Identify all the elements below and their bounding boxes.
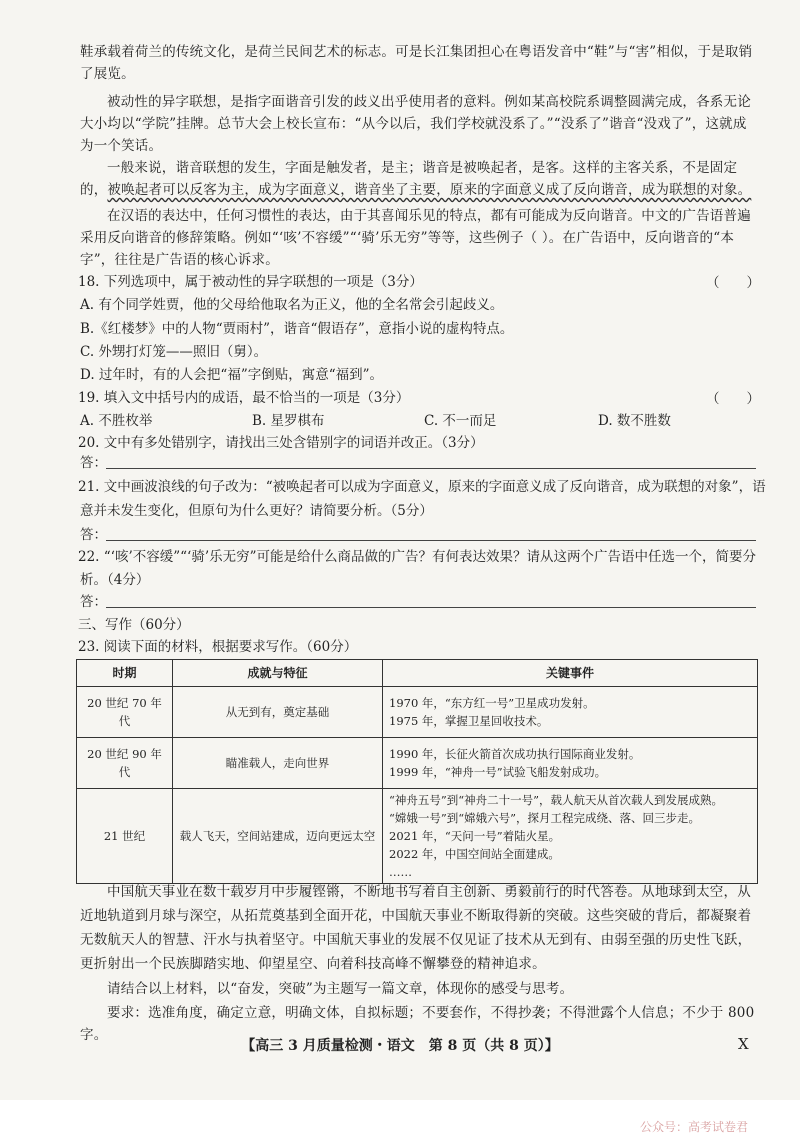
q18-answer-paren: （ ） bbox=[706, 275, 760, 291]
writing-requirements: 要求：选准角度，确定立意，明确文体，自拟标题；不要套作，不得抄袭；不得泄露个人信息；不少于 800 字。 bbox=[80, 1005, 755, 1043]
q19-option-c: C. 不一而足 bbox=[424, 413, 497, 429]
passage-text: 一般来说，谐音联想的发生，字面是触发者，是主；谐音是被唤起者，是客。这样的主客关系，不是固定的， bbox=[80, 160, 738, 198]
event-line: 2021 年，“天问一号”着陆火星。 bbox=[389, 829, 561, 843]
wavy-underlined-sentence: 被唤起者可以反客为主，成为字面意义，谐音坐了主要，原来的字面意义成了反向谐音，成为联想的对象。 bbox=[107, 182, 752, 198]
feature-cell: 从无到有，奠定基础 bbox=[173, 687, 383, 738]
event-line: …… bbox=[389, 865, 412, 879]
q18-stem: 18. 下列选项中，属于被动性的异字联想的一项是（3分） bbox=[78, 274, 423, 290]
event-line: “嫦娥一号”到“嫦娥六号”，探月工程完成绕、落、回三步走。 bbox=[389, 811, 701, 825]
q22-answer-line[interactable] bbox=[106, 607, 756, 608]
q18-option-c: C. 外甥打灯笼——照旧（舅）。 bbox=[80, 344, 268, 360]
q22-answer-label: 答： bbox=[80, 594, 107, 610]
q20-stem: 20. 文中有多处错别字，请找出三处含错别字的词语并改正。（3分） bbox=[78, 435, 484, 451]
section-3-heading: 三、写作（60分） bbox=[78, 617, 190, 633]
writing-task: 请结合以上材料，以“奋发，突破”为主题写一篇文章，体现你的感受与思考。 bbox=[107, 981, 574, 997]
q20-answer-line[interactable] bbox=[106, 468, 756, 469]
table-row bbox=[77, 789, 758, 884]
q19-stem: 19. 填入文中括号内的成语，最不恰当的一项是（3分） bbox=[78, 390, 410, 406]
q23-stem: 23. 阅读下面的材料，根据要求写作。（60分） bbox=[78, 639, 358, 655]
q21-answer-label: 答： bbox=[80, 527, 107, 543]
writing-material: 中国航天事业在数十载岁月中步履铿锵，不断地书写着自主创新、勇毅前行的时代答卷。从地球到太空，从近地轨道到月球与深空，从拓荒奠基到全面开花，中国航天事业不断取得新的突破。这些突破的背后，都凝聚着无数航天人的智慧、汗水与执着坚守。中国航天事业的发展不仅见证了技术从无到有、由弱至强的历史性飞跃，更折射出一个民族脚踏实地、仰望星空、向着科技高峰不懈攀登的精神追求。 bbox=[80, 884, 752, 972]
q20-answer-label: 答： bbox=[80, 455, 107, 471]
period-cell: 20 世纪 90 年代 bbox=[77, 738, 173, 789]
q21-line-1: 21. 文中画波浪线的句子改为：“被唤起者可以成为字面意义，原来的字面意义成了反向谐音，成为联想的对象”，语 bbox=[78, 479, 766, 495]
events-cell bbox=[383, 738, 758, 789]
event-line: 1970 年，“东方红一号”卫星成功发射。 bbox=[389, 696, 595, 710]
q19-option-a: A. 不胜枚举 bbox=[80, 413, 153, 429]
q19-option-d: D. 数不胜数 bbox=[598, 413, 671, 429]
event-line: 2022 年，中国空间站全面建成。 bbox=[389, 847, 560, 861]
feature-cell: 瞄准载人，走向世界 bbox=[173, 738, 383, 789]
footer-mark: X bbox=[738, 1035, 749, 1053]
q21-answer-line[interactable] bbox=[106, 540, 756, 541]
watermark-text: 公众号：高考试卷君 bbox=[640, 1120, 749, 1134]
passage-paragraph-1: 被动性的异字联想，是指字面谐音引发的歧义出乎使用者的意料。例如某高校院系调整圆满完成，各系无论大小均以“学院”挂牌。总节大会上校长宣布：“从今以后，我们学校就没系了。”“没系了”谐音“没戏了”，这就成为一个笑话。 bbox=[80, 94, 751, 154]
q21-line-2: 意并未发生变化，但原句为什么更好？请简要分析。（5分） bbox=[80, 503, 433, 519]
space-history-table bbox=[76, 659, 758, 884]
event-line: 1999 年，“神舟一号”试验飞船发射成功。 bbox=[389, 765, 607, 779]
passage-paragraph-2 bbox=[80, 157, 756, 201]
feature-cell: 载人飞天，空间站建成，迈向更远太空 bbox=[173, 789, 383, 884]
page-footer: 【高三 3 月质量检测・语文 第 8 页（共 8 页）】 bbox=[241, 1038, 559, 1054]
q22-line-1: 22. “‘咳’不容缓”“‘骑’乐无穷”可能是给什么商品做的广告？有何表达效果？请从这两个广告语中任选一个，简要分 bbox=[78, 549, 757, 565]
passage-paragraph-3: 在汉语的表达中，任何习惯性的表达，由于其喜闻乐见的特点，都有可能成为反向谐音。中文的广告语普遍采用反向谐音的修辞策略。例如“‘咳’不容缓”“‘骑’乐无穷”等等，这些例子（ ）。在广告语中，反向谐音的“本字”，往往是广告语的核心诉求。 bbox=[80, 208, 751, 268]
event-line: “神舟五号”到“神舟二十一号”，载人航天从首次载人到发展成熟。 bbox=[389, 793, 724, 807]
q18-option-d: D. 过年时，有的人会把“福”字倒贴，寓意“福到”。 bbox=[80, 367, 384, 383]
table-header-period: 时期 bbox=[77, 660, 173, 687]
event-line: 1990 年，长征火箭首次成功执行国际商业发射。 bbox=[389, 747, 641, 761]
q18-option-a: A. 有个同学姓贾，他的父母给他取名为正义，他的全名常会引起歧义。 bbox=[80, 297, 504, 313]
events-cell bbox=[383, 789, 758, 884]
q18-option-b: B.《红楼梦》中的人物“贾雨村”，谐音“假语存”，意指小说的虚构特点。 bbox=[80, 321, 514, 337]
period-cell: 21 世纪 bbox=[77, 789, 173, 884]
table-row bbox=[77, 687, 758, 738]
event-line: 1975 年，掌握卫星回收技术。 bbox=[389, 714, 549, 728]
q22-line-2: 析。（4分） bbox=[80, 572, 150, 588]
passage-paragraph-0: 鞋承载着荷兰的传统文化，是荷兰民间艺术的标志。可是长江集团担心在粤语发音中“鞋”与“害”相似，于是取销了展览。 bbox=[80, 44, 753, 82]
events-cell bbox=[383, 687, 758, 738]
q19-answer-paren: （ ） bbox=[706, 391, 760, 407]
table-header-row bbox=[77, 660, 758, 687]
table-header-events: 关键事件 bbox=[383, 660, 758, 687]
table-header-feature: 成就与特征 bbox=[173, 660, 383, 687]
q19-option-b: B. 星罗棋布 bbox=[252, 413, 325, 429]
period-cell: 20 世纪 70 年代 bbox=[77, 687, 173, 738]
table-row bbox=[77, 738, 758, 789]
